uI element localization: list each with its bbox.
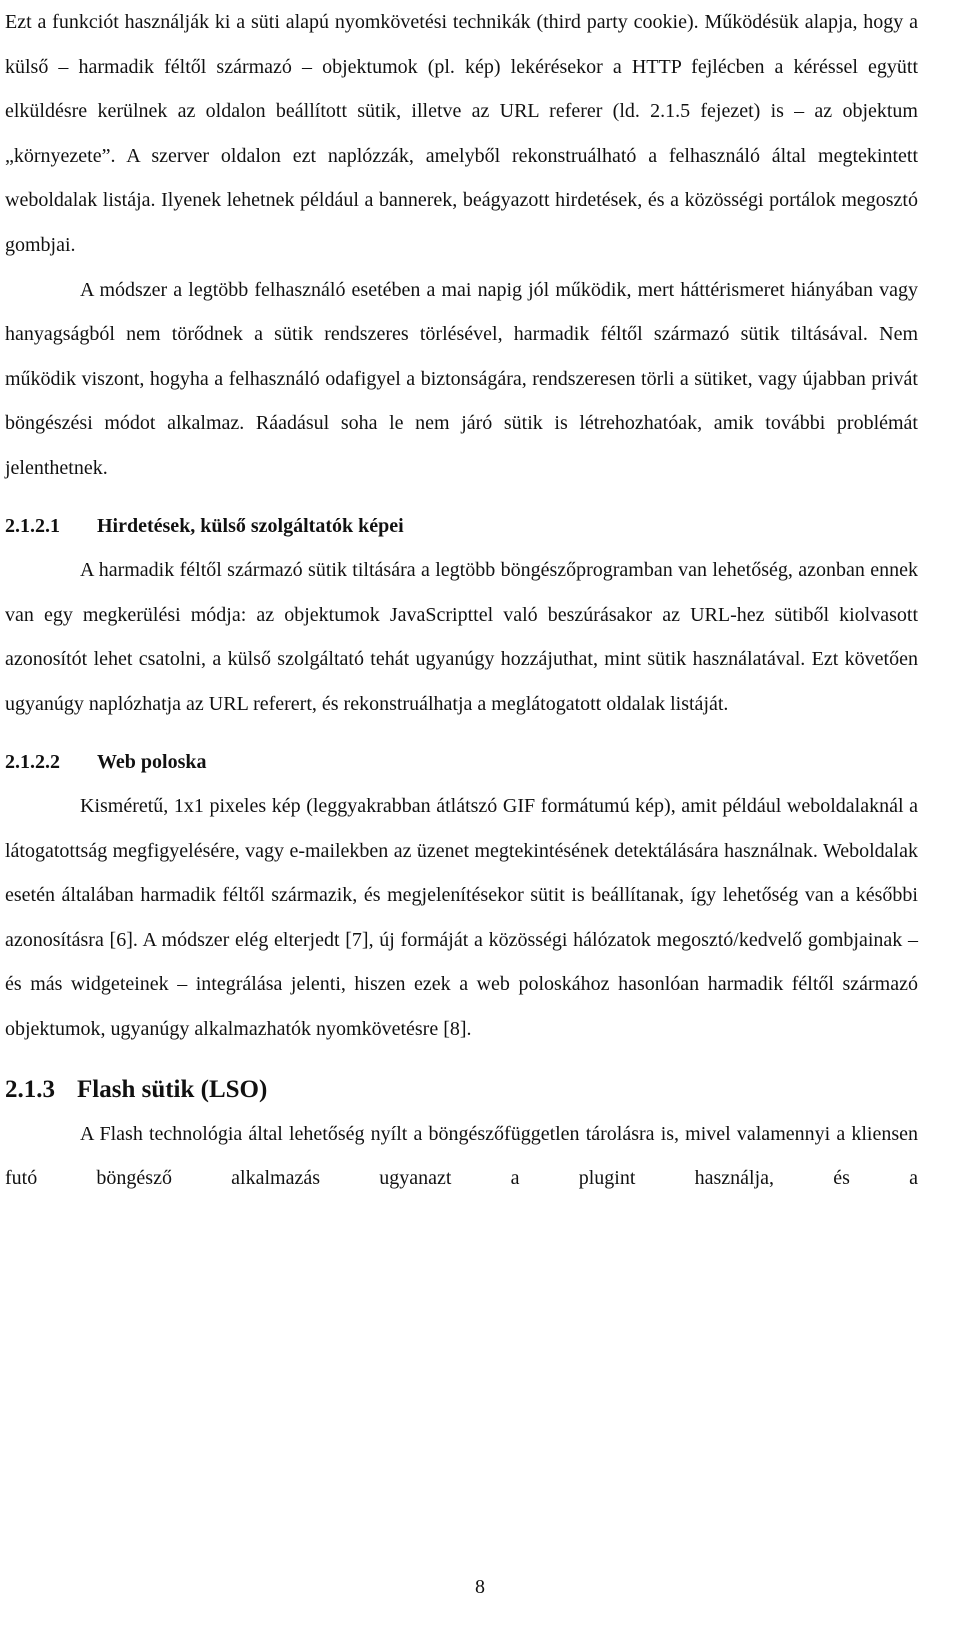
heading-2-1-2-1 (5, 504, 918, 549)
paragraph-method-limitations: A módszer a legtöbb felhasználó esetében a mai napig jól működik, mert háttérismeret hiányában vagy hanyagságból nem törődnek a sütik rendszeres törlésével, harmadik féltől származó sütik tiltásával. Nem működik viszont, hogyha a felhasználó odafigyel a biztonságára, rendszeresen törli a sütiket, vagy újabban privát böngészési módot alkalmaz. Ráadásul soha le nem járó sütik is létrehozhatóak, amik további problémát jelenthetnek. (5, 278, 918, 479)
paragraph-web-bug: Kisméretű, 1x1 pixeles kép (leggyakrabban átlátszó GIF formátumú kép), amit például weboldalaknál a látogatottság megfigyelésére, vagy e-mailekben az üzenet megtekintésének detektálására használnak. Weboldalak esetén általában harmadik féltől származik, és megjelenítésekor sütit is beállítanak, így lehetőség van a későbbi azonosításra [6]. A módszer elég elterjedt [7], új formáját a közösségi hálózatok megosztó/kedvelő gombjainak – és más widgeteinek – integrálása jelenti, hiszen ezek a web poloskához hasonlóan harmadik féltől származó objektumok, ugyanúgy alkalmazhatók nyomkövetésre [8]. (5, 795, 918, 1041)
heading-title: Flash sütik (LSO) (77, 1075, 268, 1103)
heading-2-1-3 (5, 1068, 918, 1112)
heading-number: 2.1.3 (5, 1075, 55, 1103)
paragraph-flash-cookies: A Flash technológia által lehetőség nyílt a böngészőfüggetlen tárolásra is, mivel valamennyi a kliensen futó böngésző alkalmazás ugyanazt a plugint használja, és a (5, 1122, 918, 1190)
page-number: 8 (475, 1576, 485, 1598)
paragraph-third-party-cookies: Ezt a funkciót használják ki a süti alapú nyomkövetési technikák (third party cookie). Működésük alapja, hogy a külső – harmadik féltől származó – objektumok (pl. kép) lekérésekor a HTTP fejlécben a kéréssel együtt elküldésre kerülnek az oldalon beállított sütik, illetve az URL referer (ld. 2.1.5 fejezet) is – az objektum „környezete”. A szerver oldalon ezt naplózzák, amelyből rekonstruálható a felhasználó által megtekintett weboldalak listája. Ilyenek lehetnek például a bannerek, beágyazott hirdetések, és a közösségi portálok megosztó gombjai. (5, 11, 918, 256)
heading-number: 2.1.2.1 (5, 514, 60, 537)
heading-number: 2.1.2.2 (5, 750, 60, 773)
heading-title: Hirdetések, külső szolgáltatók képei (97, 514, 404, 537)
page-content (5, 0, 918, 1201)
heading-2-1-2-2 (5, 740, 918, 785)
heading-title: Web poloska (97, 750, 207, 773)
paragraph-ads-external-images: A harmadik féltől származó sütik tiltására a legtöbb böngészőprogramban van lehetőség, azonban ennek van egy megkerülési módja: az objektumok JavaScripttel való beszúrásakor az URL-hez sütiből kiolvasott azonosítót lehet csatolni, a külső szolgáltató tehát ugyanúgy hozzájuthat, mint sütik használatával. Ezt követően ugyanúgy naplózhatja az URL referert, és rekonstruálhatja a meglátogatott oldalak listáját. (5, 559, 918, 715)
